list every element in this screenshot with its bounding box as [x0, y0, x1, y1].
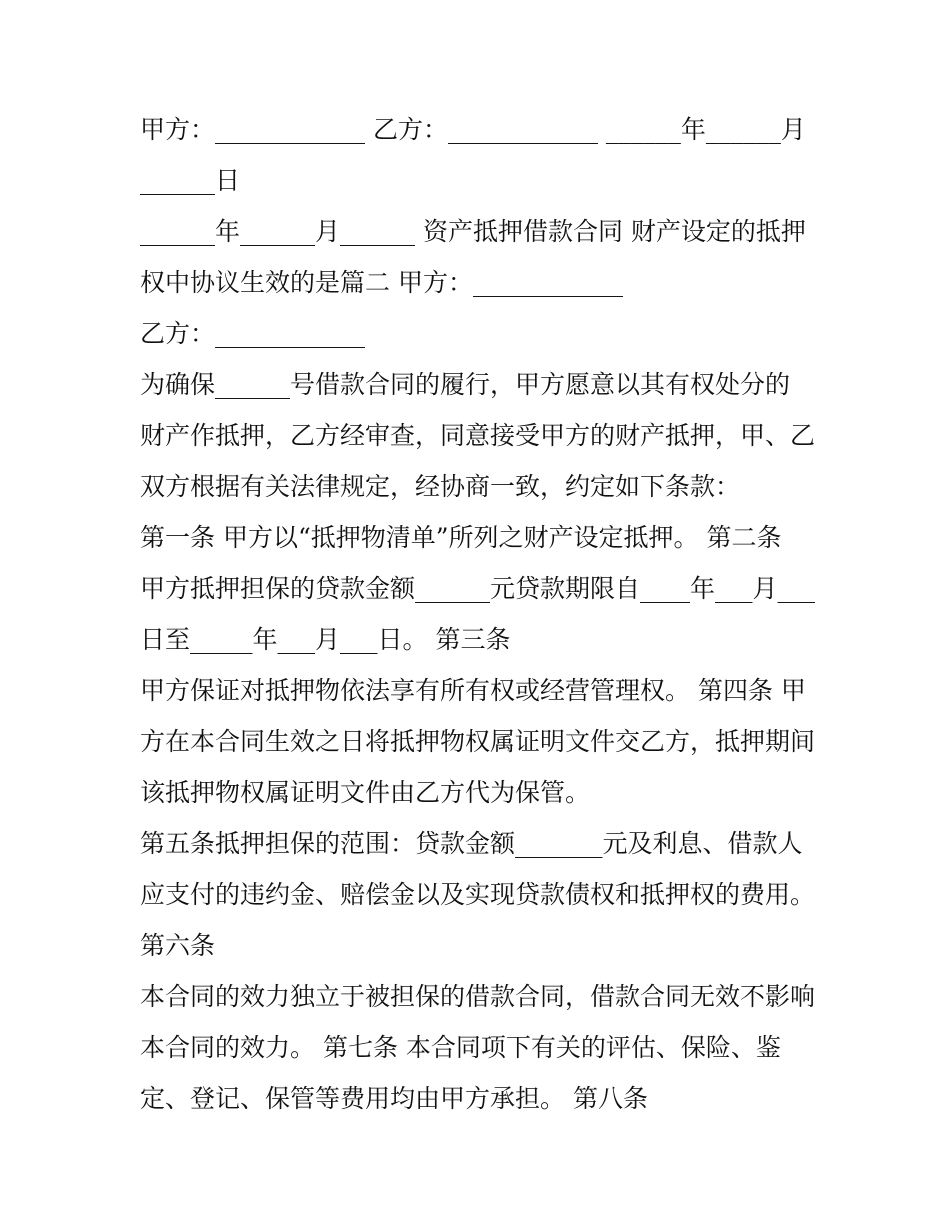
text-line: 第五条抵押担保的范围：贷款金额_______元及利息、借款人: [140, 829, 803, 858]
text-line: 该抵押物权属证明文件由乙方代为保管。: [140, 778, 591, 807]
text-line: 本合同的效力。 第七条 本合同项下有关的评估、保险、鉴: [140, 1033, 781, 1062]
contract-text: [140, 104, 830, 1124]
text-line: 甲方保证对抵押物依法享有所有权或经营管理权。 第四条 甲: [140, 676, 806, 705]
text-line: ______日: [140, 166, 241, 195]
text-line: 乙方：____________: [140, 319, 366, 348]
text-line: 双方根据有关法律规定，经协商一致，约定如下条款：: [140, 472, 741, 501]
text-line: 甲方抵押担保的贷款金额______元贷款期限自____年___月___: [140, 574, 816, 603]
text-line: ______年______月______ 资产抵押借款合同 财产设定的抵押: [140, 217, 806, 246]
text-line: 为确保______号借款合同的履行，甲方愿意以其有权处分的: [140, 370, 791, 399]
text-line: 日至_____年___月___日。 第三条: [140, 625, 511, 654]
text-line: 第一条 甲方以“抵押物清单”所列之财产设定抵押。 第二条: [140, 523, 782, 552]
text-line: 财产作抵押，乙方经审查，同意接受甲方的财产抵押，甲、乙: [140, 421, 816, 450]
text-line: 本合同的效力独立于被担保的借款合同，借款合同无效不影响: [140, 982, 816, 1011]
text-line: 权中协议生效的是篇二 甲方：____________: [140, 268, 623, 297]
text-line: 定、登记、保管等费用均由甲方承担。 第八条: [140, 1084, 648, 1113]
text-line: 方在本合同生效之日将抵押物权属证明文件交乙方，抵押期间: [140, 727, 816, 756]
text-line: 第六条: [140, 931, 216, 960]
text-line: 应支付的违约金、赔偿金以及实现贷款债权和抵押权的费用。: [140, 880, 816, 909]
text-line: 甲方：____________ 乙方：____________ ______年______月: [140, 115, 806, 144]
